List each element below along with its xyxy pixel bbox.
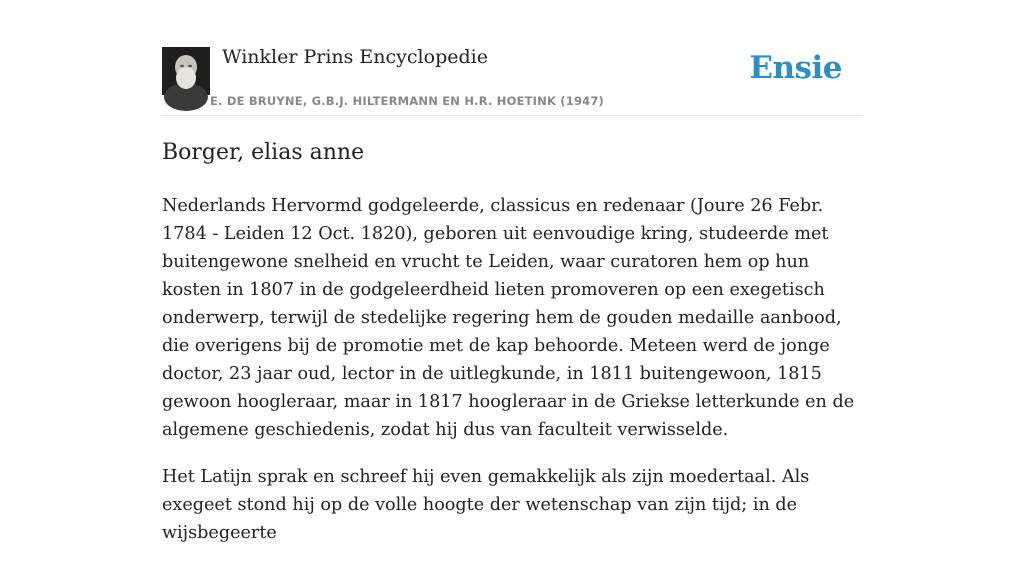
page-title: Borger, elias anne <box>162 140 365 165</box>
site-title[interactable]: Winkler Prins Encyclopedie <box>222 46 488 68</box>
entry-paragraph: Nederlands Hervormd godgeleerde, classicus en redenaar (Joure 26 Febr. 1784 - Leiden 12 Oct. 1820), geboren uit eenvoudige kring, studeerde met buitengewone snelheid en vrucht te Leiden, waar curatoren hem op hun kosten in 1807 in de godgeleerdheid lieten promoveren op een exegetisch onderwerp, terwijl de stedelijke regering hem de gouden medaille aanbood, die overigens bij de promotie met de kap behoorde. Meteen werd de jonge doctor, 23 jaar oud, lector in de uitlegkunde, in 1811 buitengewoon, 1815 gewoon hoogleraar, maar in 1817 hoogleraar in de Griekse letterkunde en de algemene geschiedenis, zodat hij dus van faculteit verwisselde. <box>162 196 855 440</box>
author-portrait-icon <box>162 47 210 95</box>
ensie-logo[interactable]: Ensie <box>749 50 842 86</box>
header-divider <box>162 115 862 116</box>
entry-paragraph: Het Latijn sprak en schreef hij even gemakkelijk als zijn moedertaal. Als exegeet stond hij op de volle hoogte der wetenschap van zijn tijd; in de wijsbegeerte <box>162 467 810 543</box>
entry-body <box>162 192 862 566</box>
avatar[interactable] <box>162 47 210 95</box>
site-subtitle: E. DE BRUYNE, G.B.J. HILTERMANN EN H.R. HOETINK (1947) <box>210 94 605 108</box>
